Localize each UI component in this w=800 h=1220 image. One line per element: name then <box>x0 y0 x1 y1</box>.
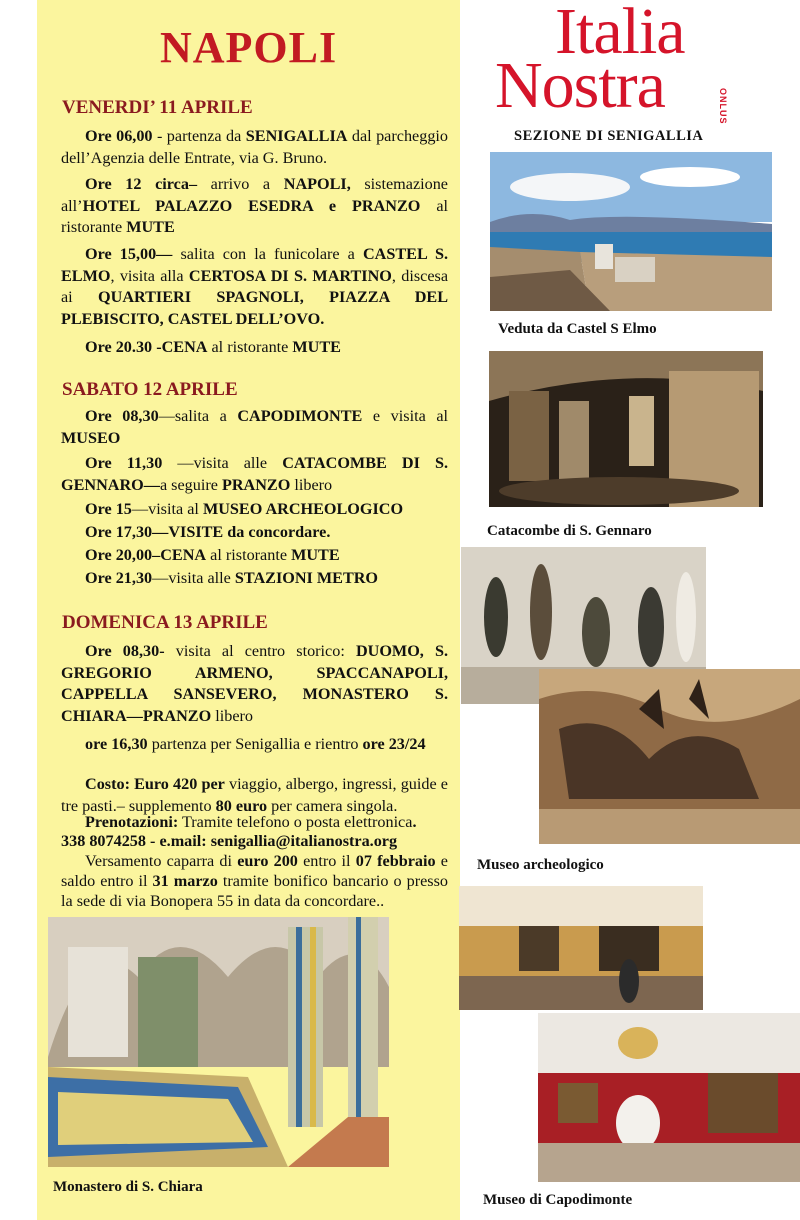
sunday-line-2: ore 16,30 partenza per Senigallia e rientro ore 23/24 <box>85 735 426 753</box>
photo-monastero-santa-chiara <box>48 917 389 1167</box>
logo-italia: Italia <box>555 0 685 68</box>
friday-line-2: Ore 12 circa– arrivo a NAPOLI, sistemazione all’HOTEL PALAZZO ESEDRA e PRANZO al ristorante MUTE <box>61 175 448 236</box>
caption-castel-s-elmo: Veduta da Castel S Elmo <box>498 321 657 337</box>
day-heading-friday: VENERDI’ 11 APRILE <box>62 97 253 118</box>
saturday-line-5: Ore 20,00–CENA al ristorante MUTE <box>85 546 340 564</box>
photo-capodimonte-hall <box>538 1013 800 1182</box>
photo-capodimonte-gallery <box>459 886 703 1010</box>
page-title: NAPOLI <box>159 23 338 72</box>
friday-line-1: Ore 06,00 - partenza da SENIGALLIA dal parcheggio dell’Agenzia delle Entrate, via G. Bruno. <box>61 127 449 167</box>
logo-section: SEZIONE DI SENIGALLIA <box>514 128 704 144</box>
payment-info: Versamento caparra di euro 200 entro il 07 febbraio e saldo entro il 31 marzo tramite bonifico bancario o presso la sede di via Bonopera 55 in data da concordare.. <box>61 852 448 910</box>
booking-info: Prenotazioni: Tramite telefono o posta elettronica. 338 8074258 - e.mail: senigallia@italianostra.org <box>61 813 417 850</box>
photo-castel-s-elmo <box>490 152 772 311</box>
day-heading-saturday: SABATO 12 APRILE <box>62 379 238 400</box>
logo-onlus: ONLUS <box>718 88 728 125</box>
friday-line-3: Ore 15,00— salita con la funicolare a CASTEL S. ELMO, visita alla CERTOSA DI S. MARTINO, discesa ai QUARTIERI SPAGNOLI, PIAZZA DEL PLEBISCITO, CASTEL DELL’OVO. <box>61 245 449 328</box>
sunday-line-1: Ore 08,30- visita al centro storico: DUOMO, S. GREGORIO ARMENO, SPACCANAPOLI, CAPPELLA SANSEVERO, MONASTERO S. CHIARA—PRANZO libero <box>61 642 449 725</box>
saturday-line-3: Ore 15—visita al MUSEO ARCHEOLOGICO <box>85 500 404 518</box>
day-heading-sunday: DOMENICA 13 APRILE <box>62 612 268 633</box>
saturday-line-4: Ore 17,30—VISITE da concordare. <box>85 523 331 541</box>
caption-museo-archeologico: Museo archeologico <box>477 857 604 873</box>
saturday-line-6: Ore 21,30—visita alle STAZIONI METRO <box>85 569 379 587</box>
logo-nostra: Nostra <box>495 49 665 122</box>
caption-catacombe: Catacombe di S. Gennaro <box>487 523 652 539</box>
cost-info: Costo: Euro 420 per viaggio, albergo, ingressi, guide e tre pasti.– supplemento 80 euro per camera singola. <box>61 775 448 815</box>
photo-catacombe <box>489 351 763 507</box>
caption-capodimonte: Museo di Capodimonte <box>483 1192 633 1208</box>
saturday-line-1: Ore 08,30—salita a CAPODIMONTE e visita al MUSEO <box>61 407 448 447</box>
photo-mosaico-alessandro <box>539 669 800 844</box>
friday-line-4: Ore 20.30 -CENA al ristorante MUTE <box>85 338 341 356</box>
saturday-line-2: Ore 11,30 —visita alle CATACOMBE DI S. GENNARO—a seguire PRANZO libero <box>61 454 449 494</box>
caption-monastero: Monastero di S. Chiara <box>53 1179 203 1195</box>
